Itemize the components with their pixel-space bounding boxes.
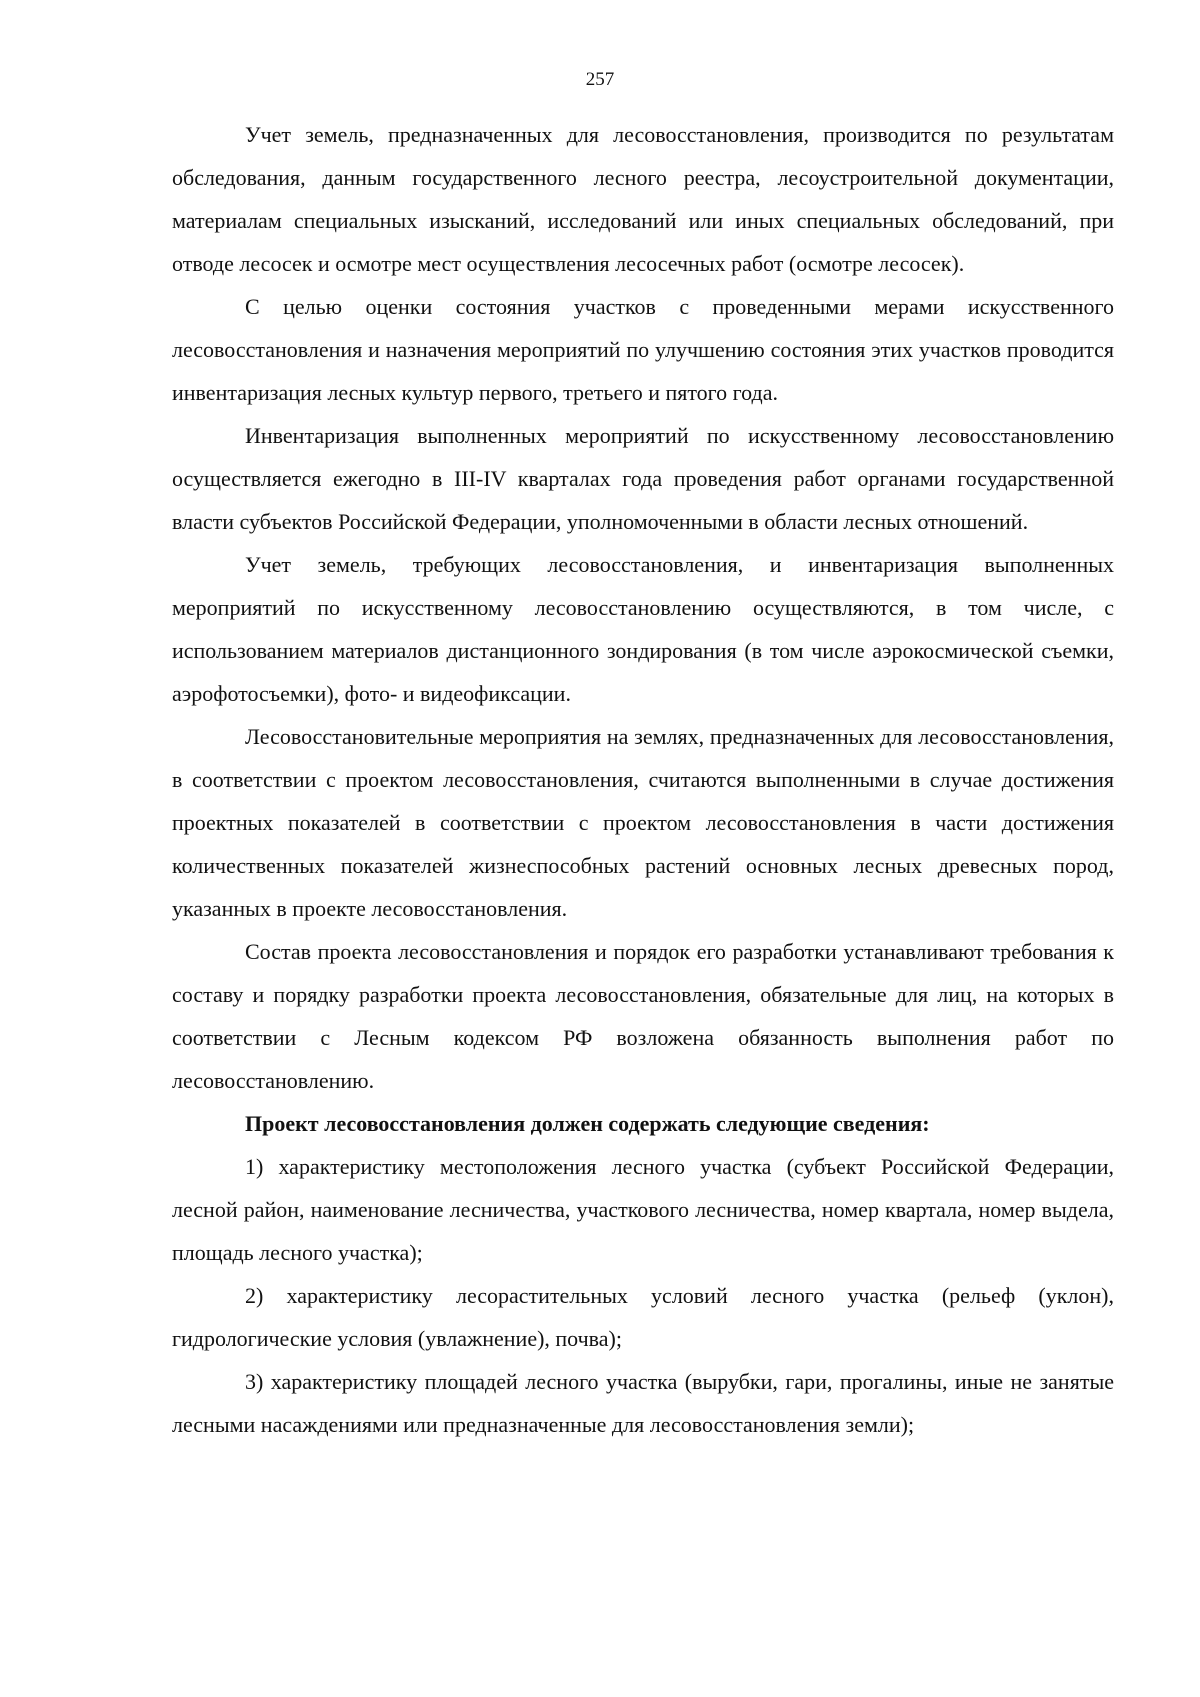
page-number: 257 — [585, 69, 615, 90]
paragraph-inventory-schedule: Инвентаризация выполненных мероприятий по искусственному лесовосстановлению осуществляется ежегодно в III-IV кварталах года проведения работ органами государственной власти субъектов Российской Федерации, уполномоченными в области лесных отношений. — [172, 423, 1114, 534]
paragraph-remote-sensing: Учет земель, требующих лесовосстановления, и инвентаризация выполненных мероприятий по искусственному лесовосстановлению осуществляются, в том числе, с использованием материалов дистанционного зондирования (в том числе аэрокосмической съемки, аэрофотосъемки), фото- и видеофиксации. — [172, 552, 1114, 706]
list-item-areas: 3) характеристику площадей лесного участка (вырубки, гари, прогалины, иные не занятые лесными насаждениями или предназначенные для лесовосстановления земли); — [172, 1369, 1114, 1437]
section-heading: Проект лесовосстановления должен содержать следующие сведения: — [245, 1111, 930, 1136]
paragraph-completion-criteria: Лесовосстановительные мероприятия на землях, предназначенных для лесовосстановления, в соответствии с проектом лесовосстановления, считаются выполненными в случае достижения проектных показателей в соответствии с проектом лесовосстановления в части достижения количественных показателей жизнеспособных растений основных лесных древесных пород, указанных в проекте лесовосстановления. — [172, 724, 1114, 921]
document-body — [172, 113, 1114, 1446]
list-item-growing-conditions: 2) характеристику лесорастительных условий лесного участка (рельеф (уклон), гидрологические условия (увлажнение), почва); — [172, 1283, 1114, 1351]
paragraph-inventory-purpose: С целью оценки состояния участков с проведенными мерами искусственного лесовосстановления и назначения мероприятий по улучшению состояния этих участков проводится инвентаризация лесных культур первого, третьего и пятого года. — [172, 294, 1114, 405]
paragraph-land-accounting: Учет земель, предназначенных для лесовосстановления, производится по результатам обследования, данным государственного лесного реестра, лесоустроительной документации, материалам специальных изысканий, исследований или иных специальных обследований, при отводе лесосек и осмотре мест осуществления лесосечных работ (осмотре лесосек). — [172, 122, 1114, 276]
list-item-location: 1) характеристику местоположения лесного участка (субъект Российской Федерации, лесной район, наименование лесничества, участкового лесничества, номер квартала, номер выдела, площадь лесного участка); — [172, 1154, 1114, 1265]
paragraph-project-requirements: Состав проекта лесовосстановления и порядок его разработки устанавливают требования к составу и порядку разработки проекта лесовосстановления, обязательные для лиц, на которых в соответствии с Лесным кодексом РФ возложена обязанность выполнения работ по лесовосстановлению. — [172, 939, 1114, 1093]
